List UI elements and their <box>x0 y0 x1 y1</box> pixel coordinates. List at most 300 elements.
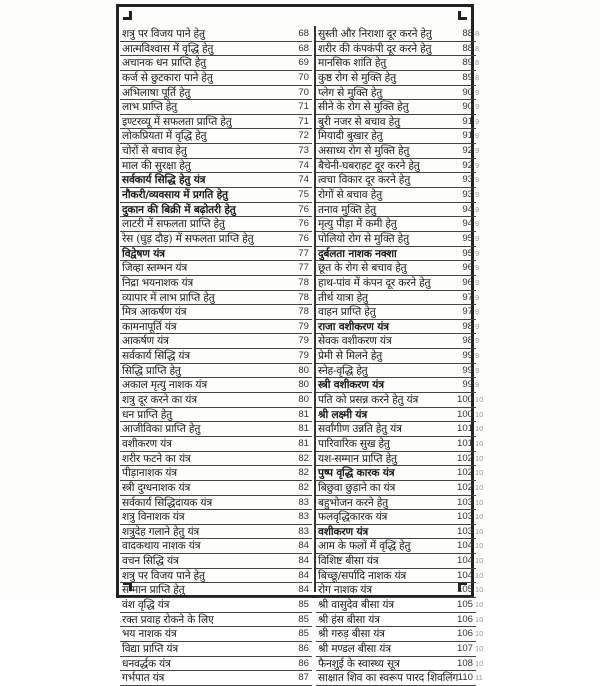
toc-entry <box>120 364 312 379</box>
toc-entry-page: 91 <box>462 115 473 127</box>
toc-entry-title: वशीकरण यंत्र <box>122 437 172 450</box>
toc-entry <box>120 115 312 130</box>
toc-entry-page: 92 <box>462 145 473 157</box>
margin-page-number: 10 <box>475 497 484 507</box>
toc-entry <box>316 408 476 423</box>
toc-entry <box>316 378 476 393</box>
toc-entry-page: 78 <box>298 306 309 318</box>
toc-entry-title: सीने के रोग से मुक्ति हेतु <box>318 101 409 114</box>
toc-entry-page: 90 <box>462 86 473 98</box>
toc-entry-page: 69 <box>298 57 309 69</box>
toc-entry-title: तीर्थ यात्रा हेतु <box>318 291 368 304</box>
toc-entry <box>120 42 312 57</box>
toc-entry-title: मृत्यु पीड़ा में कमी हेतु <box>318 218 397 231</box>
toc-entry-title: धनवर्द्धक यंत्र <box>122 657 171 670</box>
toc-entry-title: वंश वृद्धि यंत्र <box>122 598 170 611</box>
toc-entry <box>120 129 312 144</box>
toc-entry-page: 99 <box>462 364 473 376</box>
toc-entry-title: यश-सम्मान प्राप्ति हेतु <box>318 452 397 465</box>
margin-page-number: 10 <box>475 409 484 419</box>
toc-entry-title: पीड़ानाशक यंत्र <box>122 467 177 480</box>
toc-entry-page: 94 <box>462 203 473 215</box>
margin-page-number: 10 <box>475 482 484 492</box>
toc-entry-page: 104 <box>456 540 473 552</box>
toc-entry-title: जिव्हा स्तम्भन यंत्र <box>122 262 188 275</box>
toc-entry-title: चोरों से बचाव हेतु <box>122 145 187 158</box>
toc-entry-page: 68 <box>298 28 309 39</box>
toc-entry <box>120 71 312 86</box>
toc-entry <box>316 393 476 408</box>
toc-entry-title: पोलियो रोग से मुक्ति हेतु <box>318 232 409 245</box>
toc-entry <box>316 71 476 86</box>
toc-entry <box>316 539 476 554</box>
toc-entry <box>120 320 312 335</box>
toc-entry-page: 71 <box>298 115 309 127</box>
toc-entry-title: लाटरी में सफलता प्राप्ति हेतु <box>122 218 225 231</box>
margin-page-number: 9 <box>475 131 480 141</box>
toc-entry <box>120 627 312 642</box>
toc-entry-title: कर्ज से छुटकारा पाने हेतु <box>122 71 213 84</box>
margin-page-number: 10 <box>475 512 484 522</box>
toc-entry <box>316 203 476 218</box>
toc-entry <box>316 569 476 584</box>
toc-entry <box>120 583 312 598</box>
toc-entry-page: 68 <box>298 42 309 54</box>
toc-entry <box>316 496 476 511</box>
toc-entry-page: 93 <box>462 189 473 201</box>
margin-page-number: 10 <box>475 395 484 405</box>
toc-entry-page: 96 <box>462 276 473 288</box>
toc-entry-page: 73 <box>298 145 309 157</box>
margin-page-number: 10 <box>475 541 484 551</box>
toc-entry-title: मित्र आकर्षण यंत्र <box>122 306 187 319</box>
toc-entry <box>316 349 476 364</box>
toc-entry <box>120 408 312 423</box>
margin-page-number: 9 <box>475 307 480 317</box>
toc-entry-title: आजीविका प्राप्ति हेतु <box>122 423 201 436</box>
toc-entry-page: 88 <box>462 28 473 39</box>
toc-entry-page: 89 <box>462 57 473 69</box>
toc-entry-page: 84 <box>298 540 309 552</box>
toc-entry <box>120 27 312 42</box>
toc-entry-title: वशीकरण यंत्र <box>318 525 369 538</box>
toc-entry-page: 96 <box>462 262 473 274</box>
toc-entry-title: दुकान की बिक्री में बढ़ोतरी हेतु <box>122 203 236 216</box>
toc-entry <box>316 452 476 467</box>
toc-entry-page: 83 <box>298 511 309 523</box>
toc-entry <box>120 671 312 686</box>
toc-entry-page: 85 <box>298 628 309 640</box>
margin-page-number: 8 <box>475 29 480 38</box>
toc-entry-title: फलवृद्धिकारक यंत्र <box>318 511 388 524</box>
toc-entry <box>316 657 476 672</box>
margin-page-number: 9 <box>475 102 480 112</box>
toc-entry-title: कुष्ठ रोग से मुक्ति हेतु <box>318 71 396 84</box>
toc-entry-page: 80 <box>298 364 309 376</box>
toc-entry-title: अचानक धन प्राप्ति हेतु <box>122 57 206 70</box>
toc-entry-page: 84 <box>298 584 309 596</box>
toc-entry-page: 91 <box>462 130 473 142</box>
toc-entry <box>316 27 476 42</box>
toc-entry-page: 79 <box>298 350 309 362</box>
margin-page-number: 10 <box>475 658 484 668</box>
toc-entry-title: सिद्धि प्राप्ति हेतु <box>122 364 181 377</box>
toc-entry-page: 94 <box>462 218 473 230</box>
toc-entry-page: 77 <box>298 247 309 259</box>
toc-entry <box>316 188 476 203</box>
toc-entry-page: 101 <box>456 423 473 435</box>
toc-entry <box>120 539 312 554</box>
toc-entry-page: 81 <box>298 437 309 449</box>
margin-page-number: 10 <box>475 526 484 536</box>
margin-page-number: 8 <box>475 43 480 53</box>
toc-entry-title: आकर्षण यंत्र <box>122 335 169 348</box>
toc-entry-page: 86 <box>298 642 309 654</box>
toc-entry-page: 98 <box>462 320 473 332</box>
margin-page-number: 10 <box>475 453 484 463</box>
toc-entry-title: अकाल मृत्यु नाशक यंत्र <box>122 379 207 392</box>
toc-entry-page: 79 <box>298 335 309 347</box>
toc-entry-page: 82 <box>298 452 309 464</box>
toc-entry <box>120 378 312 393</box>
toc-entry-page: 101 <box>456 437 473 449</box>
toc-entry <box>316 305 476 320</box>
toc-right-column <box>316 27 476 686</box>
toc-entry-page: 106 <box>456 613 473 625</box>
toc-entry-title: वचन सिद्धि यंत्र <box>122 555 179 568</box>
toc-entry <box>316 334 476 349</box>
toc-entry <box>316 115 476 130</box>
toc-entry <box>316 525 476 540</box>
toc-entry-title: गर्भपात यंत्र <box>122 672 165 685</box>
toc-entry <box>316 42 476 57</box>
margin-page-number: 9 <box>475 204 480 214</box>
margin-page-number: 10 <box>475 570 484 580</box>
toc-entry-title: स्त्री वशीकरण यंत्र <box>318 379 384 392</box>
toc-entry <box>316 232 476 247</box>
toc-entry-page: 97 <box>462 306 473 318</box>
toc-entry-page: 87 <box>298 672 309 684</box>
toc-entry-page: 98 <box>462 335 473 347</box>
toc-entry-page: 100 <box>456 394 473 406</box>
toc-entry-title: पुष्प वृद्धि कारक यंत्र <box>318 467 395 480</box>
toc-entry <box>120 422 312 437</box>
toc-entry <box>316 86 476 101</box>
toc-entry <box>316 320 476 335</box>
toc-entry-title: सर्वकार्य सिद्धि हेतु यंत्र <box>122 174 206 187</box>
toc-entry <box>120 496 312 511</box>
toc-entry <box>316 422 476 437</box>
toc-entry-title: रोगों से बचाव हेतु <box>318 189 382 202</box>
toc-entry-page: 76 <box>298 203 309 215</box>
toc-entry-page: 77 <box>298 262 309 274</box>
toc-entry <box>316 217 476 232</box>
toc-entry-page: 76 <box>298 232 309 244</box>
toc-entry-title: निद्रा भयनाशक यंत्र <box>122 276 194 289</box>
frame-border-top <box>142 4 448 7</box>
toc-entry-title: श्री गरुड़ बीसा यंत्र <box>318 628 385 641</box>
toc-entry-title: लाभ प्राप्ति हेतु <box>122 101 177 114</box>
toc-entry-title: शरीर फटने का यंत्र <box>122 452 191 465</box>
toc-entry <box>120 466 312 481</box>
toc-entry-page: 97 <box>462 291 473 303</box>
toc-entry <box>120 598 312 613</box>
toc-entry-title: शरीर की कंपकंपी दूर करने हेतु <box>318 42 432 55</box>
toc-entry <box>316 613 476 628</box>
toc-entry <box>120 437 312 452</box>
toc-entry <box>120 305 312 320</box>
toc-entry-title: प्लेग से मुक्ति हेतु <box>318 86 383 99</box>
toc-entry-title: हाथ-पांव में कंपन दूर करने हेतु <box>318 276 431 289</box>
toc-entry <box>316 129 476 144</box>
margin-page-number: 9 <box>475 190 480 200</box>
margin-page-number: 10 <box>475 614 484 624</box>
toc-entry-title: त्वचा विकार दूर करने हेतु <box>318 174 411 187</box>
margin-page-number: 9 <box>475 175 480 185</box>
toc-entry-title: नौकरी/व्यवसाय में प्रगति हेतु <box>122 189 228 202</box>
toc-entry-page: 71 <box>298 101 309 113</box>
margin-page-number: 9 <box>475 248 480 258</box>
toc-entry-page: 90 <box>462 101 473 113</box>
toc-entry-page: 74 <box>298 174 309 186</box>
toc-entry-page: 80 <box>298 394 309 406</box>
toc-entry <box>120 569 312 584</box>
toc-entry <box>316 159 476 174</box>
toc-entry <box>120 291 312 306</box>
toc-entry <box>120 276 312 291</box>
toc-entry <box>316 247 476 262</box>
toc-entry <box>120 525 312 540</box>
toc-entry-title: वादकथाय नाशक यंत्र <box>122 540 201 553</box>
toc-entry-title: माल की सुरक्षा हेतु <box>122 159 191 172</box>
toc-entry-page: 83 <box>298 496 309 508</box>
toc-entry <box>316 261 476 276</box>
margin-page-number: 9 <box>475 292 480 302</box>
margin-page-number: 10 <box>475 468 484 478</box>
toc-entry-title: पति को प्रसन्न करने हेतु यंत्र <box>318 394 419 407</box>
toc-entry-title: बिच्छू/सर्पादि नाशक यंत्र <box>318 569 407 582</box>
toc-entry <box>120 203 312 218</box>
margin-page-number: 8 <box>475 72 480 82</box>
toc-entry-title: स्त्री दुग्धनाशक यंत्र <box>122 481 191 494</box>
toc-entry <box>316 466 476 481</box>
margin-page-number: 10 <box>475 643 484 653</box>
margin-page-number: 9 <box>475 87 480 97</box>
toc-entry-title: विशिष्ट बीसा यंत्र <box>318 555 379 568</box>
toc-entry <box>120 657 312 672</box>
toc-entry-title: लोकप्रियता में वृद्धि हेतु <box>122 130 207 143</box>
toc-entry-page: 75 <box>298 189 309 201</box>
toc-entry-title: बुरी नजर से बचाव हेतु <box>318 115 400 128</box>
toc-entry-page: 95 <box>462 232 473 244</box>
toc-entry-title: सर्वकार्य सिद्धिदायक यंत्र <box>122 496 212 509</box>
toc-entry-page: 74 <box>298 159 309 171</box>
toc-entry-title: मियादी बुखार हेतु <box>318 130 383 143</box>
toc-entry-page: 92 <box>462 159 473 171</box>
toc-entry-title: फैनशुई के स्वास्थ्य सूत्र <box>318 657 400 670</box>
margin-page-number: 10 <box>475 599 484 609</box>
toc-entry <box>316 437 476 452</box>
toc-entry-title: वाहन प्राप्ति हेतु <box>318 306 376 319</box>
toc-entry-page: 80 <box>298 379 309 391</box>
toc-entry-page: 93 <box>462 174 473 186</box>
toc-entry <box>316 510 476 525</box>
toc-entry-page: 104 <box>456 569 473 581</box>
toc-entry <box>120 261 312 276</box>
toc-entry-page: 85 <box>298 598 309 610</box>
margin-page-number: 10 <box>475 556 484 566</box>
frame-border-left <box>116 30 119 572</box>
toc-entry-page: 70 <box>298 71 309 83</box>
toc-entry <box>316 583 476 598</box>
toc-entry-page: 85 <box>298 613 309 625</box>
margin-page-number: 9 <box>475 336 480 346</box>
toc-entry <box>316 364 476 379</box>
toc-entry-page: 102 <box>456 452 473 464</box>
toc-entry <box>120 173 312 188</box>
toc-entry-page: 99 <box>462 350 473 362</box>
toc-entry <box>120 188 312 203</box>
margin-page-number: 9 <box>475 321 480 331</box>
toc-entry <box>316 627 476 642</box>
toc-entry-title: श्री हंस बीसा यंत्र <box>318 613 380 626</box>
toc-entry-page: 78 <box>298 291 309 303</box>
margin-page-number: 8 <box>475 58 480 68</box>
toc-entry-page: 100 <box>456 408 473 420</box>
toc-entry <box>120 554 312 569</box>
toc-entry-title: इण्टरव्यू में सफलता प्राप्ति हेतु <box>122 115 232 128</box>
toc-entry-title: बिछुवा छुड़ाने का यंत्र <box>318 481 396 494</box>
toc-entry <box>120 100 312 115</box>
toc-entry <box>120 144 312 159</box>
toc-entry-page: 78 <box>298 276 309 288</box>
toc-entry-page: 82 <box>298 467 309 479</box>
toc-entry <box>120 56 312 71</box>
toc-entry-title: कामनापूर्ति यंत्र <box>122 320 177 333</box>
toc-entry-title: स्नेह-वृद्धि हेतु <box>318 364 368 377</box>
toc-entry-title: बहुभोजन करने हेतु <box>318 496 388 509</box>
margin-page-number: 9 <box>475 380 480 390</box>
toc-entry <box>120 232 312 247</box>
margin-page-number: 11 <box>475 673 483 683</box>
toc-entry-title: रेस (घुड़ दौड़) में सफलता प्राप्ति हेतु <box>122 232 254 245</box>
toc-entry-title: आत्मविश्वास में वृद्धि हेतु <box>122 42 214 55</box>
toc-entry-page: 84 <box>298 569 309 581</box>
margin-page-number: 9 <box>475 219 480 229</box>
toc-entry-title: पारिवारिक सुख हेतु <box>318 437 390 450</box>
toc-entry <box>120 510 312 525</box>
toc-entry-title: श्री मण्डल बीसा यंत्र <box>318 642 391 655</box>
toc-entry-title: शत्रु पर विजय पाने हेतु <box>122 569 205 582</box>
toc-entry-page: 89 <box>462 71 473 83</box>
toc-entry-title: श्री वासुदेव बीसा यंत्र <box>318 598 394 611</box>
toc-entry <box>120 349 312 364</box>
toc-entry-page: 95 <box>462 247 473 259</box>
margin-page-number: 9 <box>475 146 480 156</box>
toc-entry-page: 82 <box>298 481 309 493</box>
toc-entry <box>316 598 476 613</box>
margin-page-number: 9 <box>475 116 480 126</box>
toc-entry-page: 105 <box>456 598 473 610</box>
toc-entry-title: सर्वांगीण उन्नति हेतु यंत्र <box>318 423 402 436</box>
toc-entry-title: दुर्बलता नाशक नक्शा <box>318 247 397 260</box>
toc-entry-page: 108 <box>456 657 473 669</box>
toc-entry-page: 76 <box>298 218 309 230</box>
toc-entry-title: विद्वेषण यंत्र <box>122 247 165 260</box>
toc-entry <box>120 159 312 174</box>
toc-entry-page: 103 <box>456 511 473 523</box>
toc-entry-title: मानसिक शांति हेतु <box>318 57 387 70</box>
toc-entry-title: सर्वकार्य सिद्धि यंत्र <box>122 350 190 363</box>
toc-entry-page: 102 <box>456 481 473 493</box>
margin-page-number: 9 <box>475 233 480 243</box>
toc-left-column <box>120 27 312 686</box>
toc-entry-page: 81 <box>298 423 309 435</box>
toc-entry-title: शत्रुदेह गलाने हेतु यंत्र <box>122 525 200 538</box>
toc-entry-title: भय नाशक यंत्र <box>122 628 177 641</box>
toc-entry-page: 79 <box>298 320 309 332</box>
toc-entry-page: 70 <box>298 86 309 98</box>
margin-page-number: 10 <box>475 585 484 595</box>
toc-entry-title: व्यापार में लाभ प्राप्ति हेतु <box>122 291 215 304</box>
toc-entry <box>120 642 312 657</box>
toc-entry-page: 106 <box>456 628 473 640</box>
toc-entry <box>120 452 312 467</box>
toc-entry <box>316 100 476 115</box>
margin-page-number: 9 <box>475 160 480 170</box>
toc-entry-title: प्रेमी से मिलने हेतु <box>318 350 382 363</box>
toc-entry-page: 103 <box>456 496 473 508</box>
toc-entry <box>316 173 476 188</box>
toc-entry-page: 81 <box>298 408 309 420</box>
toc-entry-page: 86 <box>298 657 309 669</box>
toc-entry <box>316 671 476 686</box>
toc-entry-title: तनाव मुक्ति हेतु <box>318 203 376 216</box>
margin-page-number: 10 <box>475 629 484 639</box>
toc-entry-title: बैचेनी-घबराहट दूर करने हेतु <box>318 159 420 172</box>
toc-entry-title: धन प्राप्ति हेतु <box>122 408 173 421</box>
toc-entry-page: 83 <box>298 525 309 537</box>
margin-page-number: 9 <box>475 365 480 375</box>
toc-entry <box>316 276 476 291</box>
margin-page-number: 10 <box>475 438 484 448</box>
toc-entry-title: शत्रु विनाशक यंत्र <box>122 511 185 524</box>
toc-entry-title: रोग नाशक यंत्र <box>318 584 372 597</box>
toc-entry-title: श्री लक्ष्मी यंत्र <box>318 408 367 421</box>
margin-page-number: 9 <box>475 351 480 361</box>
toc-entry <box>316 144 476 159</box>
toc-entry-page: 107 <box>456 642 473 654</box>
toc-entry-page: 102 <box>456 467 473 479</box>
toc-entry <box>316 481 476 496</box>
toc-entry-page: 99 <box>462 379 473 391</box>
toc-entry-title: सम्मान प्राप्ति हेतु <box>122 584 185 597</box>
toc-entry <box>120 613 312 628</box>
toc-entry <box>120 217 312 232</box>
toc-entry-title: शत्रु पर विजय पाने हेतु <box>122 28 205 40</box>
toc-entry-title: आम के फलों में वृद्धि हेतु <box>318 540 411 553</box>
toc-entry-page: 105 <box>456 584 473 596</box>
toc-entry-page: 88 <box>462 42 473 54</box>
toc-entry-page: 84 <box>298 555 309 567</box>
adjacent-page-numbers <box>475 27 495 686</box>
toc-entry <box>120 334 312 349</box>
toc-entry-page: 72 <box>298 130 309 142</box>
toc-entry-title: सेवक वशीकरण यंत्र <box>318 335 392 348</box>
toc-entry-title: असाध्य रोग से मुक्ति हेतु <box>318 145 410 158</box>
toc-entry <box>316 291 476 306</box>
toc-entry <box>316 554 476 569</box>
